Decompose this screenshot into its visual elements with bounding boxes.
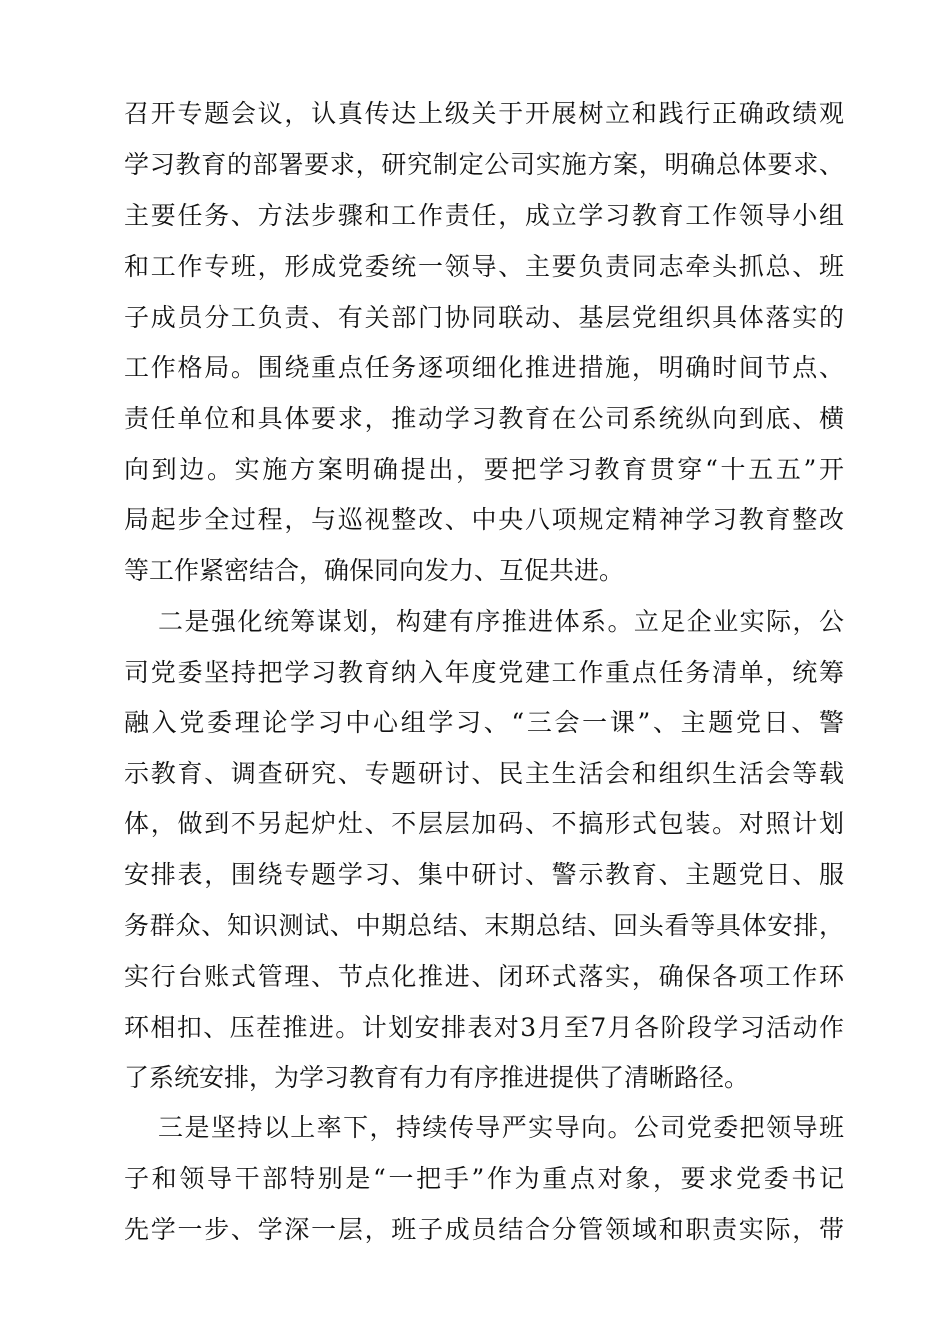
paragraph2-line: 体，做到不另起炉灶、不层层加码、不搞形式包装。对照计划 bbox=[124, 809, 844, 838]
paragraph2-line: 示教育、调查研究、专题研讨、民主生活会和组织生活会等载 bbox=[124, 759, 844, 788]
paragraph1-line: 局起步全过程，与巡视整改、中央八项规定精神学习教育整改 bbox=[124, 505, 844, 534]
paragraph1-line: 学习教育的部署要求，研究制定公司实施方案，明确总体要求、 bbox=[124, 150, 844, 179]
paragraph2-line: 环相扣、压茬推进。计划安排表对3月至7月各阶段学习活动作 bbox=[124, 1013, 844, 1042]
paragraph3-line: 子和领导干部特别是“一把手”作为重点对象，要求党委书记 bbox=[124, 1164, 844, 1193]
paragraph1-line: 向到边。实施方案明确提出，要把学习教育贯穿“十五五”开 bbox=[124, 455, 844, 484]
paragraph1-line: 等工作紧密结合，确保同向发力、互促共进。 bbox=[124, 556, 625, 585]
paragraph2-line: 司党委坚持把学习教育纳入年度党建工作重点任务清单，统筹 bbox=[124, 658, 844, 687]
paragraph3-line: 先学一步、学深一层，班子成员结合分管领域和职责实际，带 bbox=[124, 1215, 844, 1244]
paragraph2-line: 了系统安排，为学习教育有力有序推进提供了清晰路径。 bbox=[124, 1063, 750, 1092]
paragraph1-line: 工作格局。围绕重点任务逐项细化推进措施，明确时间节点、 bbox=[124, 353, 844, 382]
paragraph1-line: 主要任务、方法步骤和工作责任，成立学习教育工作领导小组 bbox=[124, 201, 844, 230]
paragraph2-line: 二是强化统筹谋划，构建有序推进体系。立足企业实际，公 bbox=[158, 607, 844, 636]
paragraph2-line: 安排表，围绕专题学习、集中研讨、警示教育、主题党日、服 bbox=[124, 860, 844, 889]
paragraph1-line: 子成员分工负责、有关部门协同联动、基层党组织具体落实的 bbox=[124, 303, 844, 332]
paragraph1-line: 召开专题会议，认真传达上级关于开展树立和践行正确政绩观 bbox=[124, 99, 844, 128]
paragraph2-line: 务群众、知识测试、中期总结、末期总结、回头看等具体安排， bbox=[124, 911, 844, 940]
paragraph2-line: 实行台账式管理、节点化推进、闭环式落实，确保各项工作环 bbox=[124, 962, 844, 991]
paragraph3-line: 三是坚持以上率下，持续传导严实导向。公司党委把领导班 bbox=[158, 1113, 844, 1142]
paragraph2-line: 融入党委理论学习中心组学习、“三会一课”、主题党日、警 bbox=[124, 708, 844, 737]
paragraph1-line: 和工作专班，形成党委统一领导、主要负责同志牵头抓总、班 bbox=[124, 252, 844, 281]
paragraph1-line: 责任单位和具体要求，推动学习教育在公司系统纵向到底、横 bbox=[124, 404, 844, 433]
